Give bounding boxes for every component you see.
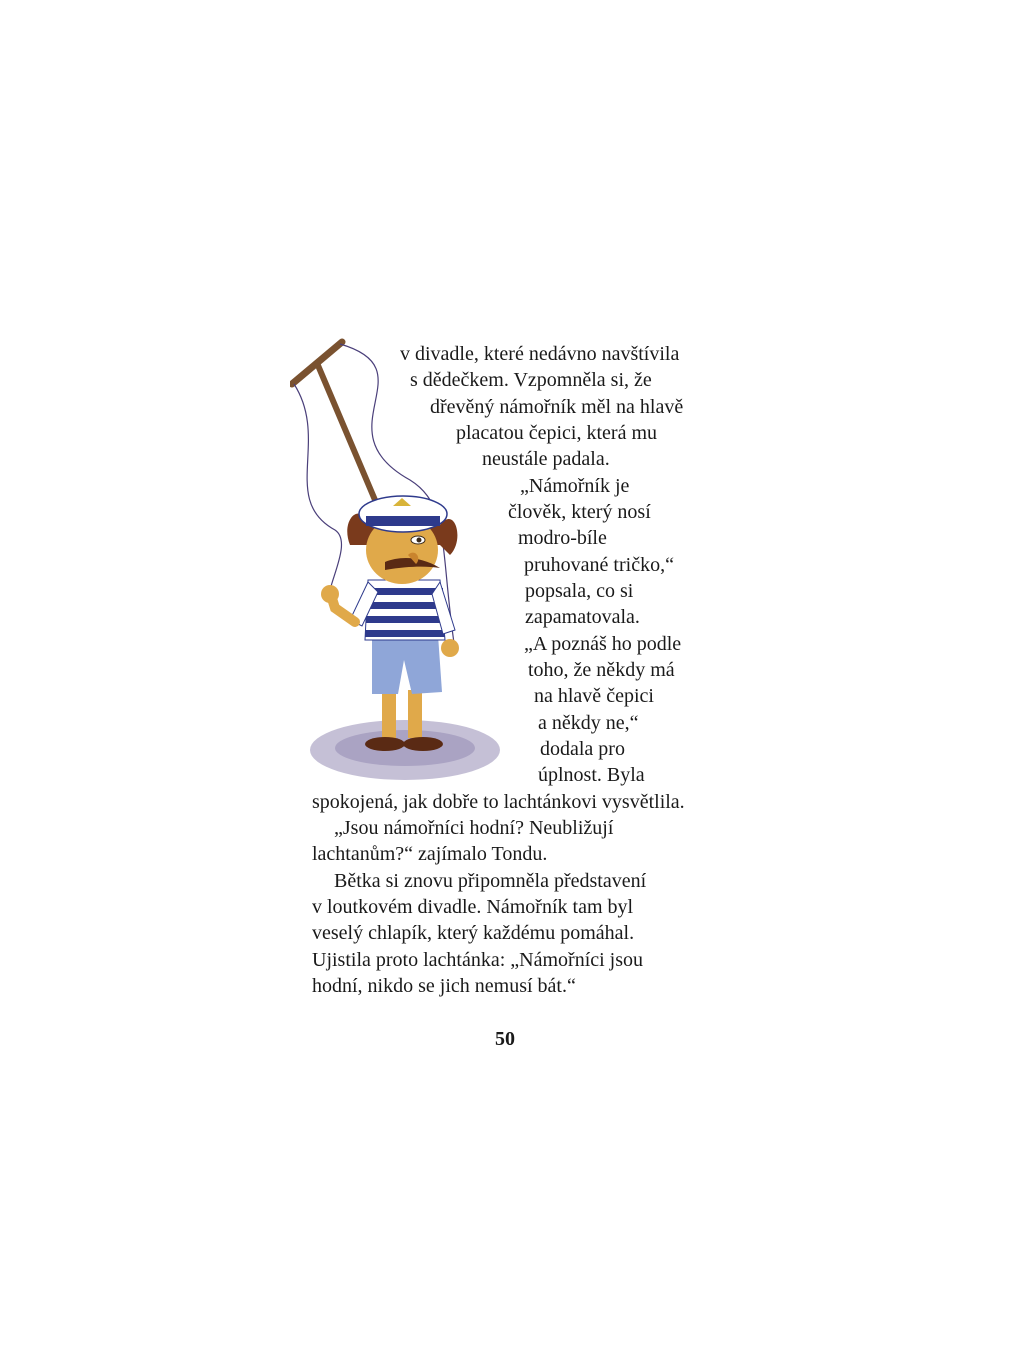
text-line-15: a někdy ne,“ — [538, 712, 639, 734]
text-line-4: placatou čepici, která mu — [456, 422, 658, 444]
text-line-22: v loutkovém divadle. Námořník tam byl — [312, 896, 634, 918]
text-line-18: spokojená, jak dobře to lachtánkovi vysvětlila. — [312, 791, 685, 813]
text-line-21: Bětka si znovu připomněla představení — [334, 870, 647, 892]
right-shoe — [403, 737, 443, 751]
page-number: 50 — [495, 1028, 515, 1050]
text-line-24: Ujistila proto lachtánka: „Námořníci jsou — [312, 949, 644, 971]
text-line-16: dodala pro — [540, 738, 625, 760]
text-line-1: v divadle, které nedávno navštívila — [400, 343, 680, 365]
text-line-5: neustále padala. — [482, 448, 610, 470]
text-line-2: s dědečkem. Vzpomněla si, že — [410, 369, 652, 391]
text-line-6: „Námořník je — [520, 475, 630, 497]
left-hand — [321, 585, 339, 603]
text-line-10: popsala, co si — [525, 580, 634, 602]
right-hand — [441, 639, 459, 657]
sailor-cap — [359, 496, 447, 532]
left-shoe — [365, 737, 405, 751]
text-line-14: na hlavě čepici — [534, 685, 654, 707]
striped-shirt — [350, 580, 455, 640]
text-line-12: „A poznáš ho podle — [524, 633, 682, 655]
text-line-20: lachtanům?“ zajímalo Tondu. — [312, 843, 548, 865]
text-line-3: dřevěný námořník měl na hlavě — [430, 396, 684, 418]
shorts — [372, 635, 442, 694]
text-line-19: „Jsou námořníci hodní? Neubližují — [334, 817, 614, 839]
text-line-17: úplnost. Byla — [538, 764, 645, 786]
text-line-23: veselý chlapík, který každému pomáhal. — [312, 922, 635, 944]
text-line-9: pruhované tričko,“ — [524, 554, 674, 576]
text-line-11: zapamatovala. — [525, 606, 640, 628]
marionette-control-bar — [292, 342, 375, 500]
text-line-8: modro-bíle — [518, 527, 607, 549]
text-line-25: hodní, nikdo se jich nemusí bát.“ — [312, 975, 576, 997]
text-line-13: toho, že někdy má — [528, 659, 675, 681]
text-line-7: člověk, který nosí — [508, 501, 651, 523]
